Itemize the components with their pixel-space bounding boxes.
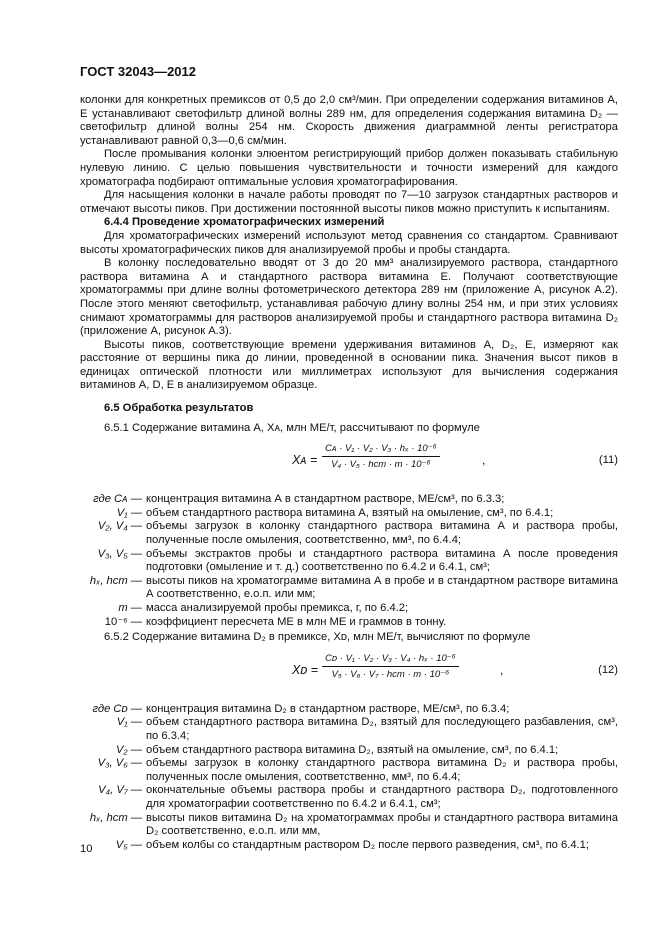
definition-text: высоты пиков на хроматограмме витамина А в пробе и в стандартном растворе витамина А соответственно, е.о.п. или мм;	[146, 574, 618, 601]
definition-term: V₁ —	[116, 716, 142, 729]
definition-term: hₓ, hст —	[89, 574, 142, 587]
equation-number: (12)	[598, 663, 618, 676]
definition-text: высоты пиков витамина D₂ на хроматограммах пробы и стандартного раствора витамина D₂ соответственно, е.о.п. или мм,	[146, 811, 618, 838]
definition-row	[80, 812, 618, 839]
definition-term: V₅ —	[115, 838, 142, 851]
page-number: 10	[80, 843, 93, 855]
definition-term: V₂, V₄ —	[97, 520, 142, 533]
equation-number: (11)	[598, 454, 618, 467]
definition-row	[80, 839, 618, 853]
section-heading-6-4-4: 6.4.4 Проведение хроматографических измерений	[104, 216, 385, 229]
formula-fraction	[322, 441, 440, 472]
paragraph: 6.5.1 Содержание витамина А, Xᴀ, млн МЕ/т, рассчитывают по формуле	[104, 421, 480, 434]
definition-row	[80, 757, 618, 784]
definition-text: объем стандартного раствора витамина А, взятый на омыление, см³, по 6.4.1;	[146, 506, 554, 519]
paragraph: Для хроматографических измерений используют метод сравнения со стандартом. Сравнивают высоты хроматографических пиков для анализируемой пробы и пробы стандарта.	[80, 229, 618, 256]
paragraph: 6.5.2 Содержание витамина D₂ в премиксе, Xᴅ, млн МЕ/т, вычисляют по формуле	[104, 631, 531, 644]
definition-text: коэффициент пересчета МЕ в млн МЕ и граммов в тонну.	[146, 615, 447, 628]
definition-text: окончательные объемы раствора пробы и стандартного раствора D₂, подготовленного для хроматографии соответственно по 6.4.2 и 6.4.1, см³;	[146, 784, 618, 810]
definition-row	[80, 507, 618, 521]
definition-term: где Cᴅ —	[92, 702, 142, 715]
document-header: ГОСТ 32043—2012	[80, 64, 196, 79]
definition-text: масса анализируемой пробы премикса, г, по 6.4.2;	[146, 602, 409, 614]
definition-text: объем стандартного раствора витамина D₂, взятый на омыление, см³, по 6.4.1;	[146, 743, 559, 756]
definition-row	[80, 744, 618, 758]
formula-comma: ,	[482, 453, 486, 468]
formula-denominator: V₅ · V₆ · V₇ · hст · m · 10⁻⁶	[331, 668, 450, 680]
definition-term: V₃, V₅ —	[97, 547, 142, 560]
formula-numerator: Cᴀ · V₁ · V₂ · V₃ · hₓ · 10⁻⁶	[322, 441, 440, 457]
definition-term: m —	[118, 602, 142, 614]
definition-row	[80, 784, 618, 811]
definition-term: V₄, V₇ —	[98, 784, 142, 797]
formula-11	[80, 441, 618, 489]
formula-fraction	[322, 651, 459, 682]
formula-12	[80, 651, 618, 699]
definition-row	[80, 575, 618, 602]
definition-term: где Cᴀ —	[93, 493, 142, 506]
formula-lhs: Xᴅ =	[292, 662, 319, 677]
definition-row	[80, 616, 618, 630]
definition-text: концентрация витамина D₂ в стандартном растворе, МЕ/см³, по 6.3.4;	[146, 702, 510, 715]
definition-term: V₃, V₆ —	[97, 757, 142, 770]
paragraph: Высоты пиков, соответствующие времени удерживания витаминов А, D₂, Е, измеряют как расстояние от вершины пика до линии, проведенной в основании пика. Значения высот пиков в единицах оптической плотности или миллиметрах используют для вычисления содержания витаминов А, D, Е в анализируемом образце.	[80, 338, 618, 392]
definitions-list-11	[80, 493, 618, 629]
paragraph: После промывания колонки элюентом регистрирующий прибор должен показывать стабильную нулевую линию. С целью повышения чувствительности и точности измерений для каждого хроматографа подбирают оптимальные условия хроматографирования.	[80, 148, 618, 188]
paragraph: В колонку последовательно вводят от 3 до 20 мм³ анализируемого раствора, стандартного раствора витамина А и стандартного раствора витамина Е. Получают соответствующие хроматограммы при длине волны фотометрического детектора 289 нм (приложение А, рисунок А.2). После этого меняют светофильтр, устанавливая рабочую длину волны 254 нм, и при этих условиях снимают хроматограммы для растворов анализируемой пробы и стандартного раствора витамина D₂ (приложение А, рисунок А.3).	[80, 257, 618, 338]
definition-term: 10⁻⁶ —	[104, 615, 142, 628]
definition-row	[80, 602, 618, 616]
definition-text: концентрация витамина А в стандартном растворе, МЕ/см³, по 6.3.3;	[146, 493, 505, 506]
paragraph: колонки для конкретных премиксов от 0,5 до 2,0 см³/мин. При определении содержания витаминов А, Е устанавливают светофильтр длиной волны 289 нм, для определения содержания витамина D₂ — светофильтр длиной волны 254 нм. Скорость движения диаграммной ленты регистратора устанавливают равной 0,3—0,6 см/мин.	[80, 94, 618, 147]
definition-term: V₁ —	[116, 506, 142, 519]
section-heading-6-5: 6.5 Обработка результатов	[104, 402, 254, 415]
definition-term: V₂ —	[115, 743, 142, 756]
definition-row	[80, 716, 618, 743]
definition-row	[80, 520, 618, 547]
definition-term: hₓ, hст —	[89, 811, 142, 824]
definition-text: объемы экстрактов пробы и стандартного раствора витамина А после проведения подготовки (омыление и т. д.) соответственно по 6.4.2 и 6.4.1, см³;	[146, 547, 618, 574]
page-body	[80, 94, 618, 854]
formula-comma: ,	[500, 662, 504, 677]
definition-row	[80, 703, 618, 717]
definition-text: объемы загрузок в колонку стандартного раствора витамина А и раствора пробы, полученные после омыления, соответственно, мм³, по 6.4.4;	[146, 520, 618, 547]
paragraph: Для насыщения колонки в начале работы проводят по 7—10 загрузок стандартных растворов и отмечают высоты пиков. При достижении постоянной высоты пиков можно приступить к испытаниям.	[80, 189, 618, 215]
definition-row	[80, 548, 618, 575]
definition-text: объем стандартного раствора витамина D₂, взятый для последующего разбавления, см³, по 6.3.4;	[146, 716, 618, 742]
definition-text: объем колбы со стандартным раствором D₂ после первого разведения, см³, по 6.4.1;	[146, 838, 589, 851]
formula-lhs: Xᴀ =	[292, 453, 318, 468]
formula-numerator: Cᴅ · V₁ · V₂ · V₃ · V₄ · hₓ · 10⁻⁶	[322, 651, 459, 667]
formula-denominator: V₄ · V₅ · hст · m · 10⁻⁶	[331, 459, 431, 471]
definition-row	[80, 493, 618, 507]
definitions-list-12	[80, 703, 618, 853]
definition-text: объемы загрузок в колонку стандартного раствора витамина D₂ и раствора пробы, полученных после омыления, соответственно, мм³, по 6.4.4;	[146, 757, 618, 783]
